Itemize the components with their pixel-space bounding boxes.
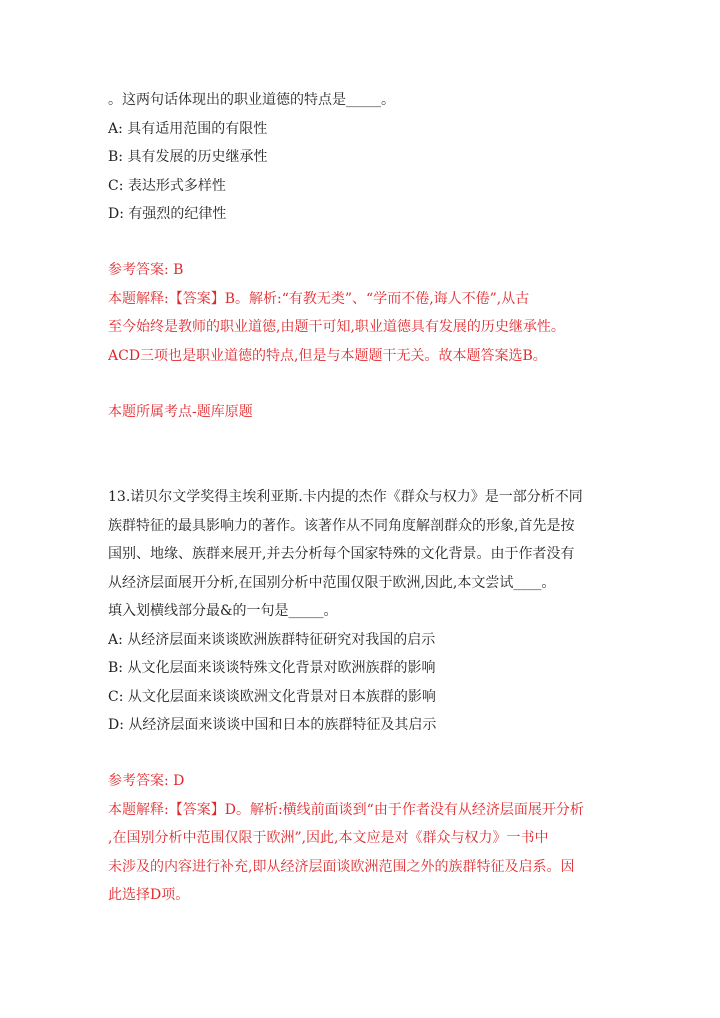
option-a: A: 具有适用范围的有限性 — [108, 120, 268, 137]
topic-label: 本题所属考点-题库原题 — [108, 404, 253, 420]
question-12 — [108, 86, 618, 229]
explanation-line: 未涉及的内容进行补充,即从经济层面谈欧洲范围之外的族群特征及启系。因 — [108, 858, 575, 875]
explanation-line: 本题解释:【答案】B。解析:“有教无类”、“学而不倦,诲人不倦”,从古 — [108, 290, 530, 307]
explanation-line: 本题解释:【答案】D。解析:横线前面谈到“由于作者没有从经济层面展开分析 — [108, 801, 584, 818]
question-stem-line: 国别、地缘、族群来展开,并去分析每个国家特殊的文化背景。由于作者没有 — [108, 546, 575, 562]
option-a: A: 从经济层面来谈谈欧洲族群特征研究对我国的启示 — [108, 631, 436, 648]
option-d: D: 有强烈的纪律性 — [108, 206, 227, 222]
question-stem-line: 从经济层面展开分析,在国别分析中范围仅限于欧洲,因此,本文尝试____。 — [108, 574, 556, 591]
question-stem: 。这两句话体现出的职业道德的特点是_____。 — [108, 92, 395, 108]
option-c: C: 从文化层面来谈谈欧洲文化背景对日本族群的影响 — [108, 688, 436, 705]
question-stem-line: 13.诺贝尔文学奖得主埃利亚斯.卡内提的杰作《群众与权力》是一部分析不同 — [108, 489, 583, 505]
option-b: B: 从文化层面来谈谈特殊文化背景对欧洲族群的影响 — [108, 660, 436, 676]
reference-answer: 参考答案: B — [108, 262, 184, 278]
topic-block — [108, 398, 618, 427]
option-b: B: 具有发展的历史继承性 — [108, 149, 268, 165]
question-13 — [108, 483, 618, 740]
explanation-line: ACD三项也是职业道德的特点,但是与本题题干无关。故本题答案选B。 — [108, 347, 547, 364]
question-stem-line: 族群特征的最具影响力的著作。该著作从不同角度解剖群众的形象,首先是按 — [108, 517, 575, 534]
option-d: D: 从经济层面来谈谈中国和日本的族群特征及其启示 — [108, 717, 437, 733]
explanation-line: 至今始终是教师的职业道德,由题干可知,职业道德具有发展的历史继承性。 — [108, 319, 565, 335]
option-c: C: 表达形式多样性 — [108, 177, 226, 194]
answer-block-13 — [108, 767, 618, 910]
explanation-line: 此选择D项。 — [108, 887, 190, 903]
answer-block-12 — [108, 256, 618, 370]
explanation-line: ,在国别分析中范围仅限于欧洲”,因此,本文应是对《群众与权力》一书中 — [108, 830, 549, 846]
question-stem-line: 填入划横线部分最&的一句是_____。 — [108, 603, 338, 619]
reference-answer: 参考答案: D — [108, 773, 185, 789]
